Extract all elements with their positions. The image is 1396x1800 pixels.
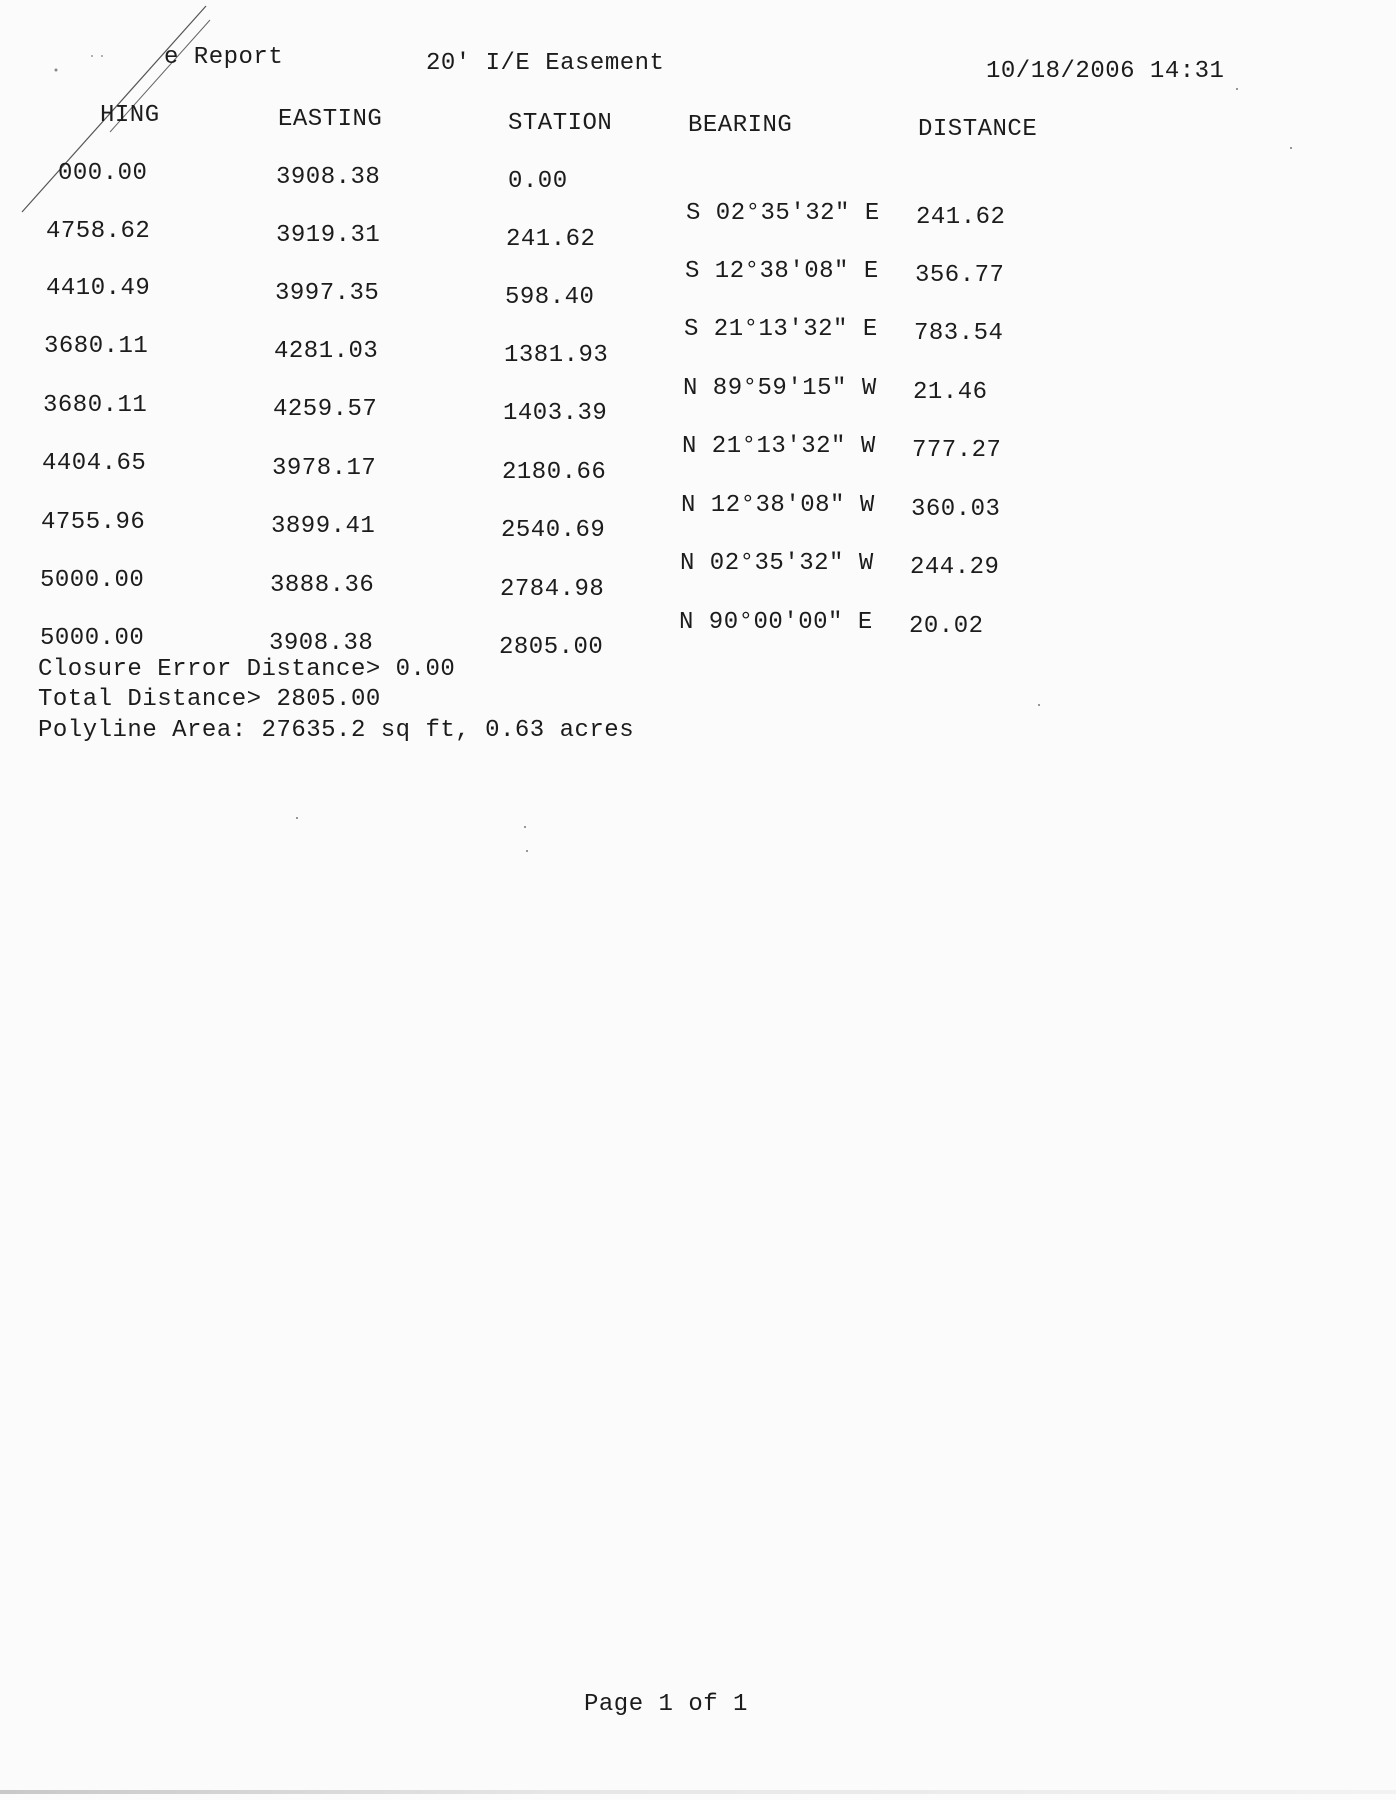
point-northing: 4410.49 <box>46 275 151 302</box>
course-bearing: S 02°35'32" E <box>686 200 880 227</box>
scan-speck <box>524 826 526 828</box>
column-header-distance: DISTANCE <box>918 116 1038 143</box>
point-station: 241.62 <box>506 226 596 253</box>
course-distance: 20.02 <box>909 613 984 640</box>
column-header-easting: EASTING <box>278 106 383 133</box>
column-header-northing: HING <box>100 102 160 129</box>
closure-error-line: Closure Error Distance> 0.00 <box>38 656 456 683</box>
point-station: 598.40 <box>505 284 595 311</box>
point-northing: 000.00 <box>58 160 148 187</box>
course-bearing: N 89°59'15" W <box>683 375 877 402</box>
point-northing: 5000.00 <box>40 625 145 652</box>
course-bearing: S 21°13'32" E <box>684 316 878 343</box>
column-header-bearing: BEARING <box>688 112 793 139</box>
polyline-area-line: Polyline Area: 27635.2 sq ft, 0.63 acres <box>38 717 635 744</box>
course-distance: 777.27 <box>912 437 1002 464</box>
total-distance-line: Total Distance> 2805.00 <box>38 686 381 713</box>
report-title: e Report <box>164 44 284 71</box>
report-subtitle: 20' I/E Easement <box>426 50 665 77</box>
column-header-station: STATION <box>508 110 613 137</box>
point-easting: 3908.38 <box>269 630 374 657</box>
point-easting: 3997.35 <box>275 280 380 307</box>
page-number: Page 1 of 1 <box>584 1691 748 1718</box>
point-northing: 3680.11 <box>43 392 148 419</box>
scan-speck <box>526 850 528 852</box>
point-easting: 3919.31 <box>276 222 381 249</box>
point-station: 1381.93 <box>504 342 609 369</box>
scan-speck <box>296 817 298 819</box>
point-easting: 3899.41 <box>271 513 376 540</box>
course-bearing: N 02°35'32" W <box>680 550 874 577</box>
point-easting: 3978.17 <box>272 455 377 482</box>
point-easting: 4281.03 <box>274 338 379 365</box>
scan-bottom-edge <box>0 1790 1396 1794</box>
point-northing: 4755.96 <box>41 509 146 536</box>
point-northing: 5000.00 <box>40 567 145 594</box>
point-station: 2784.98 <box>500 576 605 603</box>
point-station: 2180.66 <box>502 459 607 486</box>
point-station: 2805.00 <box>499 634 604 661</box>
course-distance: 783.54 <box>914 320 1004 347</box>
course-distance: 360.03 <box>911 496 1001 523</box>
scan-speck <box>1290 147 1292 149</box>
course-bearing: N 12°38'08" W <box>681 492 875 519</box>
course-distance: 244.29 <box>910 554 1000 581</box>
course-bearing: N 90°00'00" E <box>679 609 873 636</box>
scan-speck <box>1236 88 1238 90</box>
course-bearing: N 21°13'32" W <box>682 433 876 460</box>
course-distance: 356.77 <box>915 262 1005 289</box>
point-northing: 3680.11 <box>44 333 149 360</box>
point-station: 2540.69 <box>501 517 606 544</box>
point-station: 0.00 <box>508 168 568 195</box>
report-datetime: 10/18/2006 14:31 <box>986 58 1225 85</box>
point-easting: 4259.57 <box>273 396 378 423</box>
course-distance: 241.62 <box>916 204 1006 231</box>
course-distance: 21.46 <box>913 379 988 406</box>
point-northing: 4404.65 <box>42 450 147 477</box>
point-northing: 4758.62 <box>46 218 151 245</box>
point-easting: 3908.38 <box>276 164 381 191</box>
point-station: 1403.39 <box>503 400 608 427</box>
course-bearing: S 12°38'08" E <box>685 258 879 285</box>
point-easting: 3888.36 <box>270 572 375 599</box>
scan-speck <box>1038 704 1040 706</box>
